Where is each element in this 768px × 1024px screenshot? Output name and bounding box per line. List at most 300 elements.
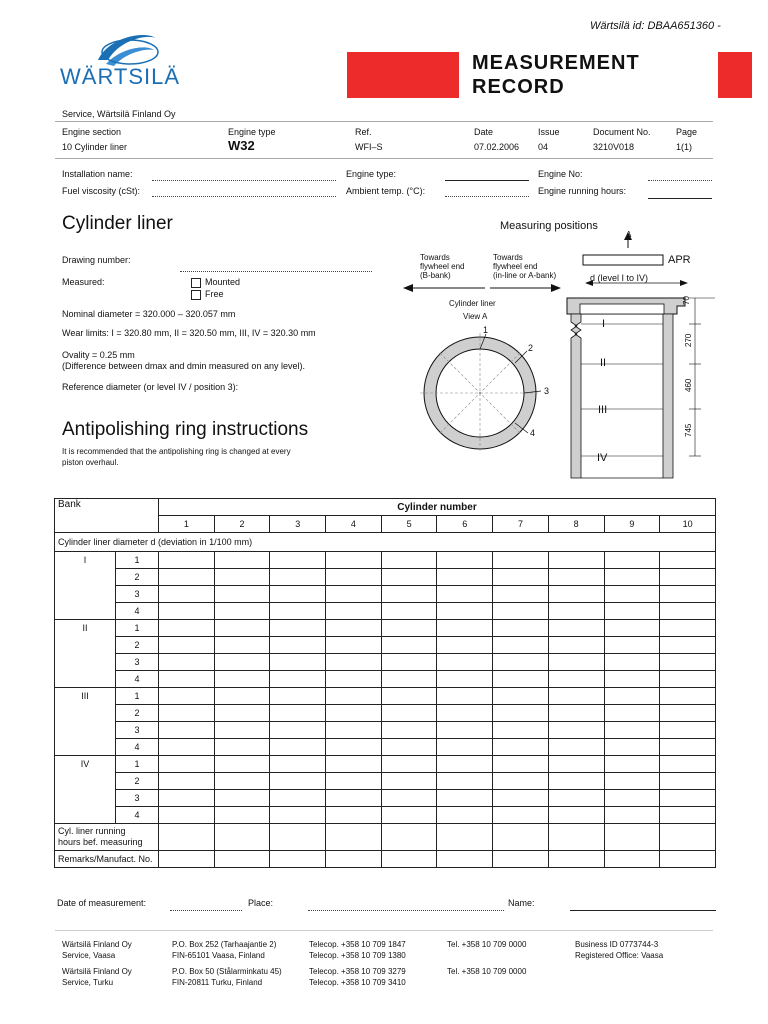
level-cell: III (55, 688, 116, 756)
measurement-cell[interactable] (381, 688, 437, 705)
running-hours-cell[interactable] (381, 824, 437, 851)
table-row (55, 586, 716, 603)
measurement-cell[interactable] (326, 756, 382, 773)
measurement-cell[interactable] (604, 620, 660, 637)
measurement-cell[interactable] (660, 705, 716, 722)
running-hours-cell[interactable] (493, 824, 549, 851)
drawing-number-field[interactable] (180, 271, 372, 272)
footer-text: Registered Office: Vaasa (575, 951, 664, 960)
view-a-caption: View A (463, 312, 488, 321)
measurement-cell[interactable] (493, 603, 549, 620)
measurement-cell[interactable] (214, 756, 270, 773)
running-hours-cell[interactable] (548, 824, 604, 851)
measurement-cell[interactable] (604, 569, 660, 586)
position-3: 3 (544, 386, 550, 396)
measurement-cell[interactable] (159, 790, 215, 807)
measurement-cell[interactable] (326, 773, 382, 790)
position-cell: 3 (116, 654, 159, 671)
measurement-cell[interactable] (437, 773, 493, 790)
value-ref: WFI–S (355, 142, 383, 152)
remarks-cell[interactable] (381, 851, 437, 868)
measurement-cell[interactable] (159, 603, 215, 620)
table-row (55, 603, 716, 620)
measurement-cell[interactable] (493, 773, 549, 790)
table-row (55, 807, 716, 824)
measurement-cell[interactable] (270, 671, 326, 688)
running-hours-cell[interactable] (159, 824, 215, 851)
measurement-cell[interactable] (159, 620, 215, 637)
position-cell: 4 (116, 739, 159, 756)
measurement-cell[interactable] (270, 705, 326, 722)
table-row (55, 569, 716, 586)
measurement-cell[interactable] (381, 705, 437, 722)
measurement-cell[interactable] (159, 739, 215, 756)
free-option[interactable] (191, 289, 224, 300)
measurement-cell[interactable] (660, 603, 716, 620)
label-a: A (626, 230, 632, 239)
measurement-cell[interactable] (548, 756, 604, 773)
remarks-cell[interactable] (159, 851, 215, 868)
measurement-cell[interactable] (159, 671, 215, 688)
free-checkbox[interactable] (191, 290, 201, 300)
footer-text: Wärtsilä Finland Oy (62, 967, 132, 976)
measurement-cell[interactable] (604, 705, 660, 722)
footer-text: Tel. +358 10 709 0000 (447, 967, 527, 976)
measurement-cell[interactable] (437, 688, 493, 705)
measurement-cell[interactable] (381, 773, 437, 790)
fuel-viscosity-field[interactable] (152, 196, 336, 197)
position-4: 4 (530, 428, 536, 438)
measurement-cell[interactable] (270, 586, 326, 603)
cylinder-number-6: 6 (437, 516, 493, 533)
measurement-cell[interactable] (660, 790, 716, 807)
measurement-cell[interactable] (214, 654, 270, 671)
title-line1: MEASUREMENT (472, 52, 640, 74)
measurement-cell[interactable] (214, 688, 270, 705)
measurement-cell[interactable] (381, 552, 437, 569)
measurement-cell[interactable] (326, 569, 382, 586)
measurement-cell[interactable] (493, 790, 549, 807)
position-cell: 1 (116, 620, 159, 637)
towards-a-bank: Towards flywheel end (in-line or A-bank) (493, 253, 557, 280)
section-title-cylinder-liner: Cylinder liner (62, 213, 173, 234)
measurement-cell[interactable] (214, 671, 270, 688)
footer-text: Tel. +358 10 709 0000 (447, 940, 527, 949)
mounted-checkbox[interactable] (191, 278, 201, 288)
table-row (55, 654, 716, 671)
running-hours-cell[interactable] (660, 824, 716, 851)
measurement-cell[interactable] (437, 637, 493, 654)
measurement-cell[interactable] (660, 552, 716, 569)
measurement-cell[interactable] (437, 620, 493, 637)
footer-text: FIN-20811 Turku, Finland (172, 978, 263, 987)
measurement-cell[interactable] (437, 756, 493, 773)
measurement-cell[interactable] (604, 688, 660, 705)
measurement-cell[interactable] (326, 620, 382, 637)
table-row (55, 705, 716, 722)
measurement-cell[interactable] (381, 603, 437, 620)
measurement-cell[interactable] (270, 603, 326, 620)
measurement-cell[interactable] (548, 620, 604, 637)
table-header-row (55, 499, 716, 516)
measurement-cell[interactable] (159, 756, 215, 773)
label-ref: Ref. (355, 127, 372, 137)
measurement-cell[interactable] (604, 654, 660, 671)
wear-limits: Wear limits: I = 320.80 mm, II = 320.50 mm, III, IV = 320.30 mm (62, 328, 316, 338)
measurement-cell[interactable] (381, 637, 437, 654)
measurement-cell[interactable] (493, 807, 549, 824)
position-1: 1 (483, 325, 489, 335)
measurement-cell[interactable] (548, 654, 604, 671)
measurement-cell[interactable] (159, 773, 215, 790)
measurement-cell[interactable] (548, 790, 604, 807)
measurement-cell[interactable] (270, 637, 326, 654)
red-block-left (347, 52, 459, 98)
label-engine-type: Engine type (228, 127, 276, 137)
measurement-cell[interactable] (604, 671, 660, 688)
measurement-cell[interactable] (660, 773, 716, 790)
measurement-cell[interactable] (548, 722, 604, 739)
measurement-cell[interactable] (159, 637, 215, 654)
footer-text: Service, Vaasa (62, 951, 116, 960)
measurement-cell[interactable] (604, 756, 660, 773)
measuring-positions-label: Measuring positions (500, 220, 598, 232)
measurement-cell[interactable] (437, 739, 493, 756)
footer-text: Wärtsilä Finland Oy (62, 940, 132, 949)
position-2: 2 (528, 343, 534, 353)
measurement-cell[interactable] (437, 722, 493, 739)
measurement-cell[interactable] (270, 773, 326, 790)
date-of-measurement-label: Date of measurement: (57, 898, 147, 908)
document-id: Wärtsilä id: DBAA651360 - (590, 20, 721, 32)
name-field[interactable] (570, 910, 716, 911)
measurement-cell[interactable] (437, 603, 493, 620)
divider (55, 158, 713, 159)
measurement-cell[interactable] (326, 705, 382, 722)
measurement-cell[interactable] (214, 569, 270, 586)
measurement-cell[interactable] (326, 552, 382, 569)
measurement-cell[interactable] (270, 654, 326, 671)
position-cell: 3 (116, 790, 159, 807)
measurement-cell[interactable] (548, 807, 604, 824)
position-cell: 2 (116, 637, 159, 654)
remarks-cell[interactable] (548, 851, 604, 868)
measurement-cell[interactable] (604, 552, 660, 569)
measurement-cell[interactable] (493, 756, 549, 773)
ovality-note: (Difference between dmax and dmin measured on any level). (62, 361, 305, 371)
measurement-cell[interactable] (604, 773, 660, 790)
dim-270: 270 (684, 333, 693, 347)
measurement-cell[interactable] (437, 586, 493, 603)
measurement-cell[interactable] (660, 620, 716, 637)
running-hours-cell[interactable] (326, 824, 382, 851)
table-row (55, 552, 716, 569)
position-cell: 4 (116, 671, 159, 688)
measurement-cell[interactable] (604, 739, 660, 756)
measurement-cell[interactable] (437, 552, 493, 569)
measurement-cell[interactable] (548, 552, 604, 569)
measurement-cell[interactable] (159, 552, 215, 569)
arrow-right-icon (551, 284, 561, 292)
footer-text: Telecop. +358 10 709 1847 (309, 940, 406, 949)
dim-460: 460 (684, 378, 693, 392)
measurement-cell[interactable] (214, 552, 270, 569)
measurement-cell[interactable] (381, 807, 437, 824)
measurement-cell[interactable] (381, 586, 437, 603)
engine-running-hours-field[interactable] (648, 198, 712, 199)
measurement-cell[interactable] (604, 637, 660, 654)
running-hours-cell[interactable] (214, 824, 270, 851)
measurement-cell[interactable] (214, 739, 270, 756)
measurement-cell[interactable] (493, 722, 549, 739)
position-cell: 4 (116, 807, 159, 824)
divider (55, 121, 713, 122)
measurement-cell[interactable] (270, 739, 326, 756)
cylinder-number-8: 8 (548, 516, 604, 533)
measurement-cell[interactable] (270, 790, 326, 807)
measurement-cell[interactable] (493, 620, 549, 637)
measurement-cell[interactable] (548, 603, 604, 620)
measurement-cell[interactable] (660, 756, 716, 773)
measurement-cell[interactable] (159, 654, 215, 671)
measurement-cell[interactable] (660, 739, 716, 756)
label-d-level: d (level I to IV) (590, 273, 649, 283)
level-cell: IV (55, 756, 116, 824)
table-row (55, 790, 716, 807)
red-block-right (718, 52, 752, 98)
footer-divider (55, 930, 713, 931)
measurement-cell[interactable] (326, 722, 382, 739)
table-row (55, 722, 716, 739)
engine-no-field[interactable] (648, 180, 712, 181)
running-hours-cell[interactable] (437, 824, 493, 851)
measurement-cell[interactable] (437, 671, 493, 688)
measurement-cell[interactable] (660, 586, 716, 603)
measurement-cell[interactable] (270, 807, 326, 824)
remarks-label: Remarks/Manufact. No. (55, 851, 159, 868)
measurement-cell[interactable] (214, 807, 270, 824)
diameter-label: Cylinder liner diameter d (deviation in 1/100 mm) (55, 533, 716, 552)
bank-header: Bank (55, 499, 159, 533)
measurement-table (54, 498, 716, 868)
measurement-cell[interactable] (159, 722, 215, 739)
measurement-cell[interactable] (548, 773, 604, 790)
measurement-cell[interactable] (660, 569, 716, 586)
free-label: Free (205, 289, 224, 299)
measurement-cell[interactable] (326, 739, 382, 756)
label-date: Date (474, 127, 494, 137)
measurement-cell[interactable] (326, 790, 382, 807)
value-page: 1(1) (676, 142, 693, 152)
measurement-cell[interactable] (159, 807, 215, 824)
cylinder-number-header: Cylinder number (159, 499, 716, 516)
position-cell: 3 (116, 586, 159, 603)
measurement-cell[interactable] (381, 671, 437, 688)
fuel-viscosity-label: Fuel viscosity (cSt): (62, 186, 141, 196)
measurement-cell[interactable] (493, 586, 549, 603)
engine-no-label: Engine No: (538, 169, 583, 179)
footer-text: Service, Turku (62, 978, 114, 987)
remarks-cell[interactable] (437, 851, 493, 868)
measurement-cell[interactable] (548, 739, 604, 756)
towards-b-bank: Towards flywheel end (B-bank) (420, 253, 465, 280)
installation-name-label: Installation name: (62, 169, 133, 179)
measurement-cell[interactable] (548, 586, 604, 603)
measurement-cell[interactable] (159, 569, 215, 586)
cylinder-number-2: 2 (214, 516, 270, 533)
table-row (55, 637, 716, 654)
position-cell: 1 (116, 756, 159, 773)
measured-label: Measured: (62, 277, 105, 287)
measurement-cell[interactable] (437, 569, 493, 586)
measurement-cell[interactable] (381, 569, 437, 586)
footer-text: Telecop. +358 10 709 1380 (309, 951, 406, 960)
remarks-cell[interactable] (660, 851, 716, 868)
measurement-cell[interactable] (604, 603, 660, 620)
level-iv: IV (597, 452, 608, 464)
level-cell: II (55, 620, 116, 688)
remarks-cell[interactable] (214, 851, 270, 868)
measurement-cell[interactable] (548, 671, 604, 688)
value-date: 07.02.2006 (474, 142, 520, 152)
measurement-cell[interactable] (214, 603, 270, 620)
measurement-cell[interactable] (437, 654, 493, 671)
remarks-cell[interactable] (270, 851, 326, 868)
nominal-diameter: Nominal diameter = 320.000 – 320.057 mm (62, 309, 236, 319)
label-page: Page (676, 127, 698, 137)
measurement-cell[interactable] (437, 807, 493, 824)
measurement-cell[interactable] (548, 569, 604, 586)
measurement-cell[interactable] (493, 569, 549, 586)
measurement-cell[interactable] (159, 705, 215, 722)
measurement-cell[interactable] (437, 790, 493, 807)
footer-text: P.O. Box 252 (Tarhaajantie 2) (172, 940, 277, 949)
measurement-cell[interactable] (381, 722, 437, 739)
measurement-cell[interactable] (214, 620, 270, 637)
measurement-cell[interactable] (214, 773, 270, 790)
measurement-cell[interactable] (270, 569, 326, 586)
engine-type-label: Engine type: (346, 169, 397, 179)
measurement-cell[interactable] (326, 637, 382, 654)
measurement-cell[interactable] (493, 671, 549, 688)
engine-running-hours-label: Engine running hours: (538, 186, 627, 196)
table-row (55, 688, 716, 705)
antipolishing-text-line1: It is recommended that the antipolishing ring is changed at every (62, 447, 291, 456)
measurement-cell[interactable] (214, 586, 270, 603)
measurement-cell[interactable] (326, 671, 382, 688)
remarks-cell[interactable] (326, 851, 382, 868)
level-i: I (602, 318, 606, 330)
measurement-cell[interactable] (660, 722, 716, 739)
measurement-cell[interactable] (493, 688, 549, 705)
running-hours-cell[interactable] (604, 824, 660, 851)
measurement-cell[interactable] (159, 586, 215, 603)
measurement-cell[interactable] (270, 722, 326, 739)
label-engine-section: Engine section (62, 127, 122, 137)
drawing-number-label: Drawing number: (62, 255, 131, 265)
cylinder-number-7: 7 (493, 516, 549, 533)
measurement-cell[interactable] (381, 756, 437, 773)
measurement-cell[interactable] (326, 603, 382, 620)
logo-text: WÄRTSILÄ (60, 64, 181, 89)
measurement-cell[interactable] (548, 705, 604, 722)
measurement-cell[interactable] (214, 705, 270, 722)
measurement-cell[interactable] (270, 552, 326, 569)
remarks-row (55, 851, 716, 868)
measurement-cell[interactable] (381, 739, 437, 756)
cylinder-liner-diagram (395, 228, 725, 483)
measurement-cell[interactable] (604, 790, 660, 807)
cylinder-number-4: 4 (326, 516, 382, 533)
running-hours-row (55, 824, 716, 851)
measurement-cell[interactable] (660, 637, 716, 654)
measurement-cell[interactable] (270, 620, 326, 637)
measurement-cell[interactable] (326, 654, 382, 671)
measurement-cell[interactable] (493, 654, 549, 671)
measurement-cell[interactable] (493, 739, 549, 756)
mounted-option[interactable] (191, 277, 240, 288)
measurement-cell[interactable] (493, 552, 549, 569)
measurement-cell[interactable] (660, 688, 716, 705)
remarks-cell[interactable] (493, 851, 549, 868)
measurement-cell[interactable] (381, 790, 437, 807)
dim-70: 70 (682, 296, 691, 305)
label-apr: APR (668, 254, 691, 266)
measurement-cell[interactable] (326, 807, 382, 824)
measurement-cell[interactable] (493, 705, 549, 722)
reference-diameter: Reference diameter (or level IV / position 3): (62, 382, 239, 392)
title-line2: RECORD (472, 76, 565, 98)
ambient-temp-field[interactable] (445, 196, 529, 197)
measurement-cell[interactable] (159, 688, 215, 705)
ovality: Ovality = 0.25 mm (62, 350, 135, 360)
remarks-cell[interactable] (604, 851, 660, 868)
measurement-cell[interactable] (604, 722, 660, 739)
measurement-cell[interactable] (660, 807, 716, 824)
measurement-cell[interactable] (548, 688, 604, 705)
measurement-cell[interactable] (437, 705, 493, 722)
table-row (55, 756, 716, 773)
installation-name-field[interactable] (152, 180, 336, 181)
level-iii: III (598, 404, 608, 416)
measurement-cell[interactable] (326, 688, 382, 705)
measurement-cell[interactable] (214, 722, 270, 739)
date-of-measurement-field[interactable] (170, 910, 242, 911)
running-hours-cell[interactable] (270, 824, 326, 851)
measurement-cell[interactable] (660, 671, 716, 688)
footer-text: Business ID 0773744-3 (575, 940, 659, 949)
measurement-cell[interactable] (270, 756, 326, 773)
measurement-cell[interactable] (493, 637, 549, 654)
measurement-cell[interactable] (270, 688, 326, 705)
place-label: Place: (248, 898, 274, 908)
measurement-cell[interactable] (381, 654, 437, 671)
position-cell: 2 (116, 773, 159, 790)
measurement-cell[interactable] (660, 654, 716, 671)
engine-type-field[interactable] (445, 180, 529, 181)
place-field[interactable] (308, 910, 504, 911)
table-row (55, 620, 716, 637)
cylinder-number-5: 5 (381, 516, 437, 533)
measurement-cell[interactable] (326, 586, 382, 603)
measurement-cell[interactable] (214, 637, 270, 654)
measurement-cell[interactable] (548, 637, 604, 654)
value-issue: 04 (538, 142, 549, 152)
measurement-cell[interactable] (604, 586, 660, 603)
measurement-cell[interactable] (381, 620, 437, 637)
measurement-cell[interactable] (604, 807, 660, 824)
measurement-cell[interactable] (214, 790, 270, 807)
